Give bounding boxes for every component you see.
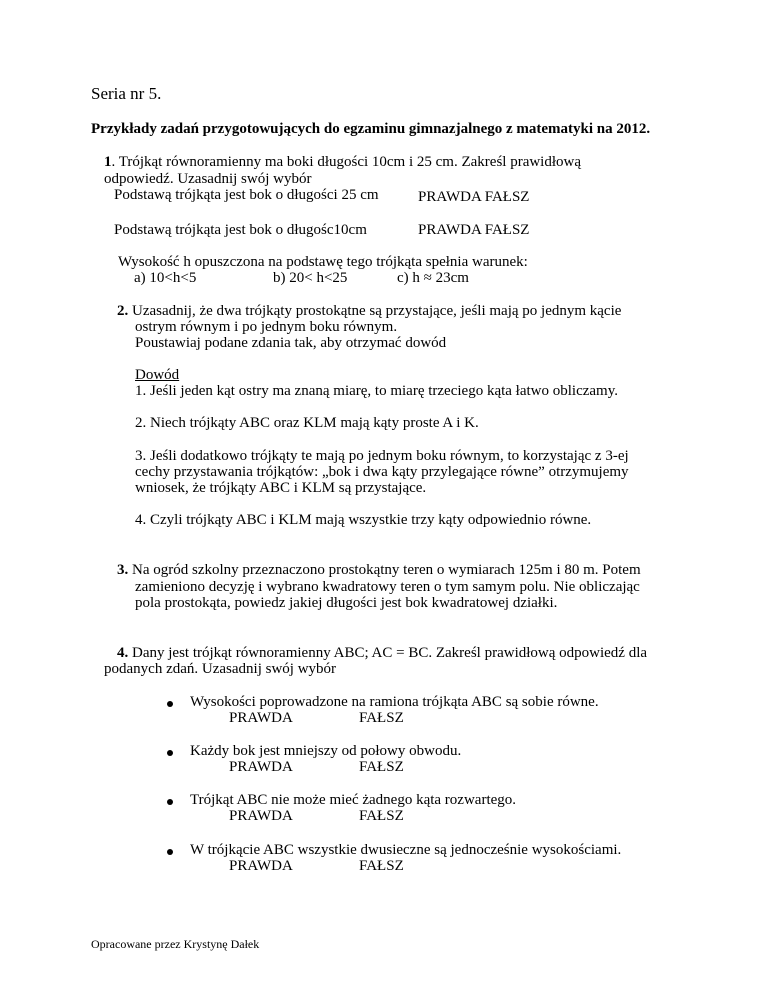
main-heading: Przykłady zadań przygotowujących do egzaminu gimnazjalnego z matematyki na 2012. [91, 121, 651, 137]
proof-step-3-line-2: cechy przystawania trójkątów: „bok i dwa kąty przylegające równe” otrzymujemy [135, 464, 629, 480]
series-title: Seria nr 5. [91, 84, 162, 103]
task-4-line-2: podanych zdań. Uzasadnij swój wybór [104, 661, 337, 677]
task-3-line-2: zamieniono decyzję i wybrano kwadratowy teren o tym samym polu. Nie obliczając [135, 579, 640, 595]
task-1-statement-1-options: PRAWDA FAŁSZ [418, 189, 530, 205]
task-3-line-3: pola prostokąta, powiedz jakiej długości jest bok kwadratowej działki. [135, 595, 558, 611]
proof-step-3-line-1: 3. Jeśli dodatkowo trójkąty te mają po jednym boku równym, to korzystając z 3-ej [135, 448, 629, 464]
task-3-number: 3. [117, 562, 129, 578]
task-3-text: Na ogród szkolny przeznaczono prostokątny teren o wymiarach 125m i 80 m. Potem [128, 562, 641, 578]
task-1-option-b: b) 20< h<25 [273, 270, 348, 286]
task-4-item-3-text: Trójkąt ABC nie może mieć żadnego kąta rozwartego. [190, 792, 517, 808]
bullet-icon [167, 701, 173, 707]
task-2-line-1 [117, 303, 621, 320]
task-2-number: 2. [117, 303, 129, 319]
proof-step-3-line-3: wniosek, że trójkąty ABC i KLM są przystające. [135, 480, 427, 496]
task-4-item-4-text: W trójkącie ABC wszystkie dwusieczne są jednocześnie wysokościami. [190, 842, 622, 858]
task-1-height-intro: Wysokość h opuszczona na podstawę tego trójkąta spełnia warunek: [118, 254, 528, 270]
task-2-text: Uzasadnij, że dwa trójkąty prostokątne są przystające, jeśli mają po jednym kącie [128, 303, 622, 319]
task-4-number: 4. [117, 645, 129, 661]
task-4-item-4-false: FAŁSZ [359, 858, 404, 874]
task-4-text: Dany jest trójkąt równoramienny ABC; AC = BC. Zakreśl prawidłową odpowiedź dla [128, 645, 648, 661]
task-4-item-4-true: PRAWDA [229, 858, 293, 874]
proof-step-1: 1. Jeśli jeden kąt ostry ma znaną miarę, to miarę trzeciego kąta łatwo obliczamy. [135, 383, 619, 399]
task-1-line-2: odpowiedź. Uzasadnij swój wybór [104, 171, 312, 187]
proof-step-4: 4. Czyli trójkąty ABC i KLM mają wszystkie trzy kąty odpowiednio równe. [135, 512, 592, 528]
task-4-item-1-text: Wysokości poprowadzone na ramiona trójkąta ABC są sobie równe. [190, 694, 599, 710]
task-1-option-c: c) h ≈ 23cm [397, 270, 469, 286]
bullet-icon [167, 849, 173, 855]
task-2-line-3: Poustawiaj podane zdania tak, aby otrzymać dowód [135, 335, 447, 351]
task-4-item-3-true: PRAWDA [229, 808, 293, 824]
task-1-text: . Trójkąt równoramienny ma boki długości 10cm i 25 cm. Zakreśl prawidłową [111, 154, 582, 170]
task-1-statement-1: Podstawą trójkąta jest bok o długości 25 cm [114, 187, 379, 203]
task-1-line-1 [104, 154, 581, 171]
task-4-item-1-false: FAŁSZ [359, 710, 404, 726]
task-1-number: 1 [104, 154, 112, 170]
task-4-item-1-true: PRAWDA [229, 710, 293, 726]
proof-step-2: 2. Niech trójkąty ABC oraz KLM mają kąty proste A i K. [135, 415, 479, 431]
bullet-icon [167, 750, 173, 756]
task-4-item-2-false: FAŁSZ [359, 759, 404, 775]
task-2-line-2: ostrym równym i po jednym boku równym. [135, 319, 398, 335]
task-4-item-2-text: Każdy bok jest mniejszy od połowy obwodu. [190, 743, 462, 759]
task-3-line-1 [117, 562, 641, 579]
task-1-statement-2-options: PRAWDA FAŁSZ [418, 222, 530, 238]
bullet-icon [167, 799, 173, 805]
proof-title: Dowód [135, 367, 180, 383]
footer-author: Opracowane przez Krystynę Dałek [91, 937, 260, 951]
task-4-line-1 [117, 645, 647, 662]
task-4-item-3-false: FAŁSZ [359, 808, 404, 824]
task-1-option-a: a) 10<h<5 [134, 270, 197, 286]
task-1-statement-2: Podstawą trójkąta jest bok o długośc10cm [114, 222, 367, 238]
task-4-item-2-true: PRAWDA [229, 759, 293, 775]
